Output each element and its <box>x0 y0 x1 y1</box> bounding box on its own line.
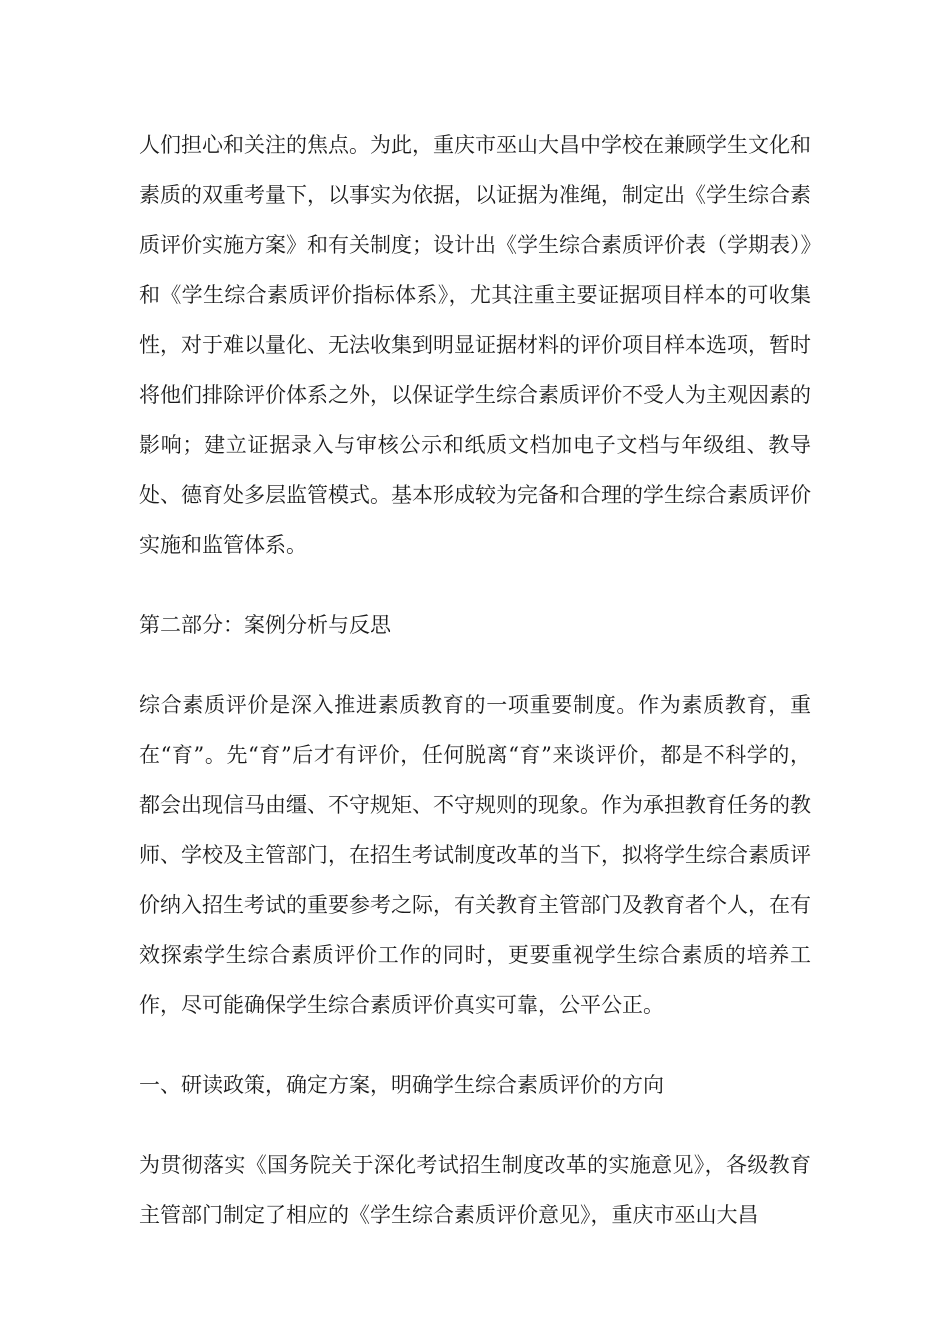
document-body <box>139 120 811 1240</box>
paragraph-analysis: 综合素质评价是深入推进素质教育的一项重要制度。作为素质教育，重在“育”。先“育”后才有评价，任何脱离“育”来谈评价，都是不科学的，都会出现信马由缰、不守规矩、不守规则的现象。作为承担教育任务的教师、学校及主管部门，在招生考试制度改革的当下，拟将学生综合素质评价纳入招生考试的重要参考之际，有关教育主管部门及教育者个人，在有效探索学生综合素质评价工作的同时，更要重视学生综合素质的培养工作，尽可能确保学生综合素质评价真实可靠，公平公正。 <box>139 693 811 1017</box>
paragraph-intro: 人们担心和关注的焦点。为此，重庆市巫山大昌中学校在兼顾学生文化和素质的双重考量下，以事实为依据，以证据为准绳，制定出《学生综合素质评价实施方案》和有关制度；设计出《学生综合素质评价表（学期表）》和《学生综合素质评价指标体系》，尤其注重主要证据项目样本的可收集性，对于难以量化、无法收集到明显证据材料的评价项目样本选项，暂时将他们排除评价体系之外，以保证学生综合素质评价不受人为主观因素的影响；建立证据录入与审核公示和纸质文档加电子文档与年级组、教导处、德育处多层监管模式。基本形成较为完备和合理的学生综合素质评价实施和监管体系。 <box>139 133 811 557</box>
paragraph-policy: 为贯彻落实《国务院关于深化考试招生制度改革的实施意见》，各级教育主管部门制定了相应的《学生综合素质评价意见》，重庆市巫山大昌 <box>139 1153 811 1227</box>
subsection-heading-one: 一、研读政策，确定方案，明确学生综合素质评价的方向 <box>139 1073 664 1097</box>
section-heading-part-two: 第二部分：案例分析与反思 <box>139 613 391 637</box>
